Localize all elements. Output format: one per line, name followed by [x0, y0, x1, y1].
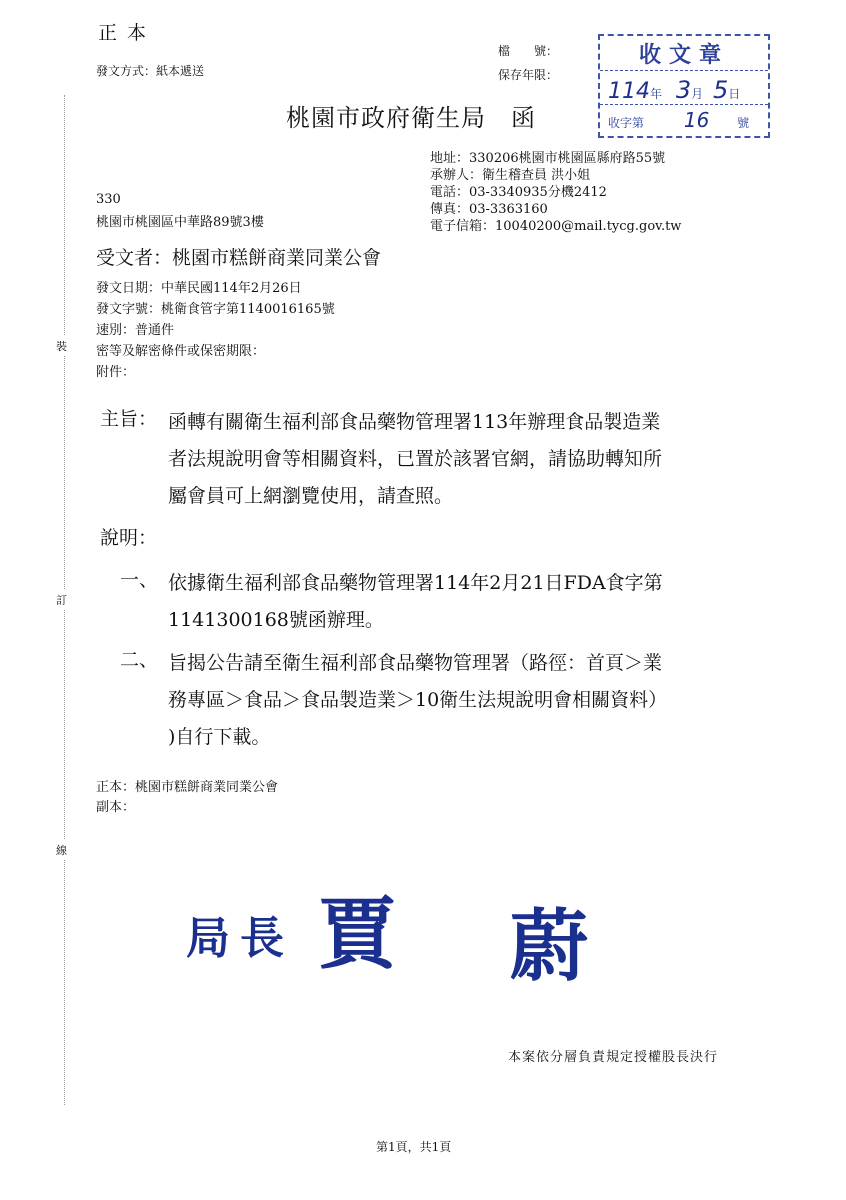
- stamp-month: 3: [675, 76, 692, 104]
- stamp-month-unit: 月: [691, 87, 704, 101]
- explanation-line: 1141300168號函辦理。: [168, 609, 384, 631]
- sender-email: 電子信箱：10040200@mail.tycg.gov.tw: [430, 219, 682, 234]
- explanation-label: 說明：: [100, 527, 158, 549]
- sender-address: 地址：330206桃園市桃園區縣府路55號: [430, 151, 666, 166]
- subject-text: [168, 404, 662, 515]
- document-title: 桃園市政府衛生局 函: [286, 104, 536, 132]
- explanation-line: 旨揭公告請至衛生福利部食品藥物管理署（路徑：首頁＞業: [168, 652, 663, 674]
- stamp-year-unit: 年: [650, 87, 663, 101]
- stamp-year: 114: [608, 79, 650, 104]
- distribution-block: [96, 778, 278, 818]
- subject-line: 屬會員可上網瀏覽使用，請查照。: [168, 485, 454, 507]
- page-footer: 第1頁，共1頁: [376, 1140, 452, 1154]
- subject-line: 者法規說明會等相關資料，已置於該署官網，請協助轉知所: [168, 448, 663, 470]
- security-class: 密等及解密條件或保密期限：: [96, 344, 266, 359]
- authorization-note: 本案依分層負責規定授權股長決行: [508, 1050, 719, 1065]
- binding-mark-zhuang: 裝: [56, 336, 67, 356]
- document-number: 發文字號：桃衛食管字第1140016165號: [96, 302, 335, 317]
- explanation-item-2-number: 二、: [120, 649, 159, 671]
- signature-title: 局長: [186, 913, 294, 964]
- attachments: 附件：: [96, 365, 136, 380]
- issue-date: 發文日期：中華民國114年2月26日: [96, 281, 302, 296]
- meta-block: [96, 278, 335, 383]
- receipt-stamp: [598, 34, 770, 138]
- speed-class: 速別：普通件: [96, 323, 175, 338]
- stamp-divider: [600, 70, 768, 71]
- signature-given-name: 蔚: [510, 901, 589, 992]
- distribution-original: 正本：桃園市糕餅商業同業公會: [96, 780, 279, 795]
- recipient-street: 桃園市桃園區中華路89號3樓: [96, 215, 264, 230]
- sender-block: [430, 150, 681, 235]
- explanation-item-1: [168, 565, 663, 639]
- stamp-number-unit: 號: [737, 116, 750, 130]
- stamp-number-row: [608, 108, 768, 132]
- binding-mark-xian: 線: [56, 840, 67, 860]
- send-method: 發文方式：紙本遞送: [96, 64, 205, 78]
- stamp-title: 收文章: [638, 42, 729, 68]
- binding-mark-ding: 訂: [56, 590, 67, 610]
- copy-type: 正 本: [98, 22, 149, 44]
- explanation-line: 務專區＞食品＞食品製造業＞10衛生法規說明會相關資料）: [168, 689, 668, 711]
- explanation-line: 依據衛生福利部食品藥物管理署114年2月21日FDA食字第: [168, 572, 663, 594]
- stamp-number: 16: [683, 108, 710, 132]
- stamp-day-unit: 日: [728, 87, 741, 101]
- sender-phone: 電話：03-3340935分機2412: [430, 185, 607, 200]
- stamp-divider-2: [600, 104, 768, 105]
- explanation-line: )自行下載。: [168, 726, 271, 748]
- distribution-copy: 副本：: [96, 800, 136, 815]
- retention-label: 保存年限：: [498, 68, 559, 82]
- signature-surname: 賈: [318, 889, 397, 980]
- subject-line: 函轉有關衛生福利部食品藥物管理署113年辦理食品製造業: [168, 411, 661, 433]
- sender-fax: 傳真：03-3363160: [430, 202, 548, 217]
- file-number-label: 檔 號：: [498, 44, 559, 58]
- stamp-date: [608, 76, 768, 104]
- stamp-number-label: 收字第: [608, 116, 645, 130]
- stamp-day: 5: [712, 76, 729, 104]
- explanation-item-1-number: 一、: [120, 569, 159, 591]
- subject-label: 主旨：: [100, 408, 158, 430]
- recipient-postcode: 330: [96, 192, 121, 207]
- recipient: 受文者：桃園市糕餅商業同業公會: [96, 247, 382, 269]
- sender-contact: 承辦人：衛生稽查員 洪小姐: [430, 168, 591, 183]
- explanation-item-2: [168, 645, 667, 756]
